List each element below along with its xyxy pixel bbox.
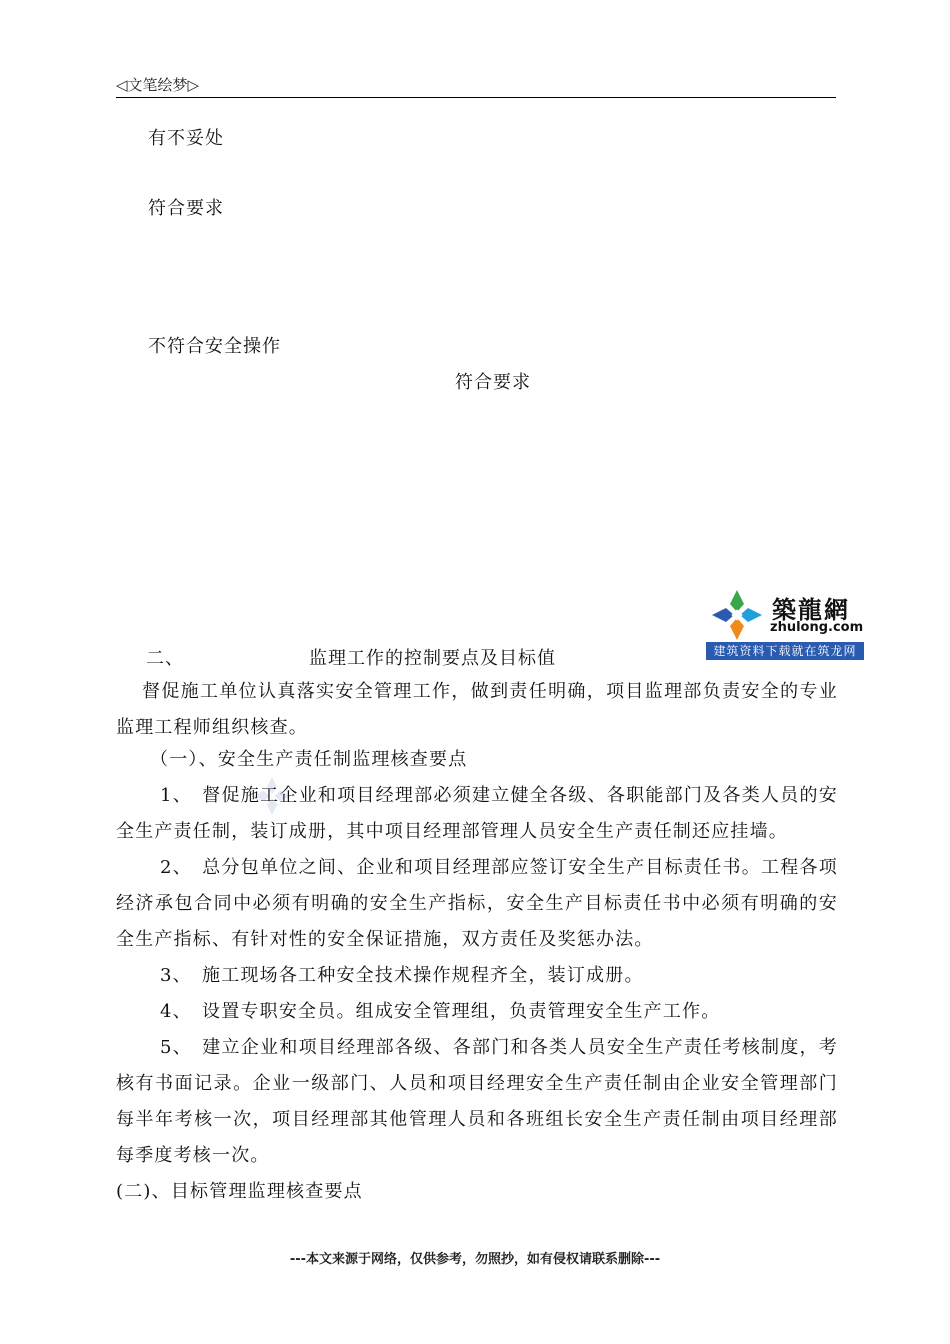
list-item-3: 3、 施工现场各工种安全技术操作规程齐全，装订成册。 [160, 965, 644, 986]
logo-chinese-name: 築龍網 [772, 596, 850, 624]
intro-paragraph: 督促施工单位认真落实安全管理工作，做到责任明确，项目监理部负责安全的专业监理工程师组织核查。 [116, 681, 838, 738]
fragment-text: 符合要求 [148, 198, 224, 219]
pinwheel-logo-icon [708, 586, 766, 644]
fragment-text: 有不妥处 [148, 128, 224, 149]
zhulong-logo [706, 584, 864, 662]
header-rule [116, 97, 836, 98]
list-item-4: 4、 设置专职安全员。组成安全管理组，负责管理安全生产工作。 [160, 1001, 721, 1022]
footer-disclaimer: ---本文来源于网络，仅供参考，勿照抄，如有侵权请联系删除--- [289, 1252, 661, 1267]
logo-domain: zhulong.com [770, 620, 864, 635]
section-number: 二、 [146, 648, 184, 669]
section-title: 监理工作的控制要点及目标值 [309, 648, 556, 669]
list-item-2: 2、 总分包单位之间、企业和项目经理部应签订安全生产目标责任书。工程各项经济承包合同中必须有明确的安全生产指标，安全生产目标责任书中必须有明确的安全生产指标、有针对性的安全保证措施，双方责任及奖惩办法。 [116, 857, 838, 950]
logo-tagline: 建筑资料下载就在筑龙网 [706, 642, 864, 660]
list-item-5: 5、 建立企业和项目经理部各级、各部门和各类人员安全生产责任考核制度，考核有书面记录。企业一级部门、人员和项目经理安全生产责任制由企业安全管理部门每半年考核一次，项目经理部其他管理人员和各班组长安全生产责任制由项目经理部每季度考核一次。 [116, 1037, 838, 1166]
subheading-responsibility: （一）、安全生产责任制监理核查要点 [150, 749, 468, 770]
subheading-target-management: (二)、目标管理监理核查要点 [116, 1181, 363, 1202]
fragment-text: 不符合安全操作 [148, 336, 281, 357]
list-item-1: 1、 督促施工企业和项目经理部必须建立健全各级、各职能部门及各类人员的安全生产责任制，装订成册，其中项目经理部管理人员安全生产责任制还应挂墙。 [116, 785, 838, 842]
header-label: ◁文笔绘梦▷ [116, 76, 200, 94]
fragment-text: 符合要求 [455, 372, 531, 393]
